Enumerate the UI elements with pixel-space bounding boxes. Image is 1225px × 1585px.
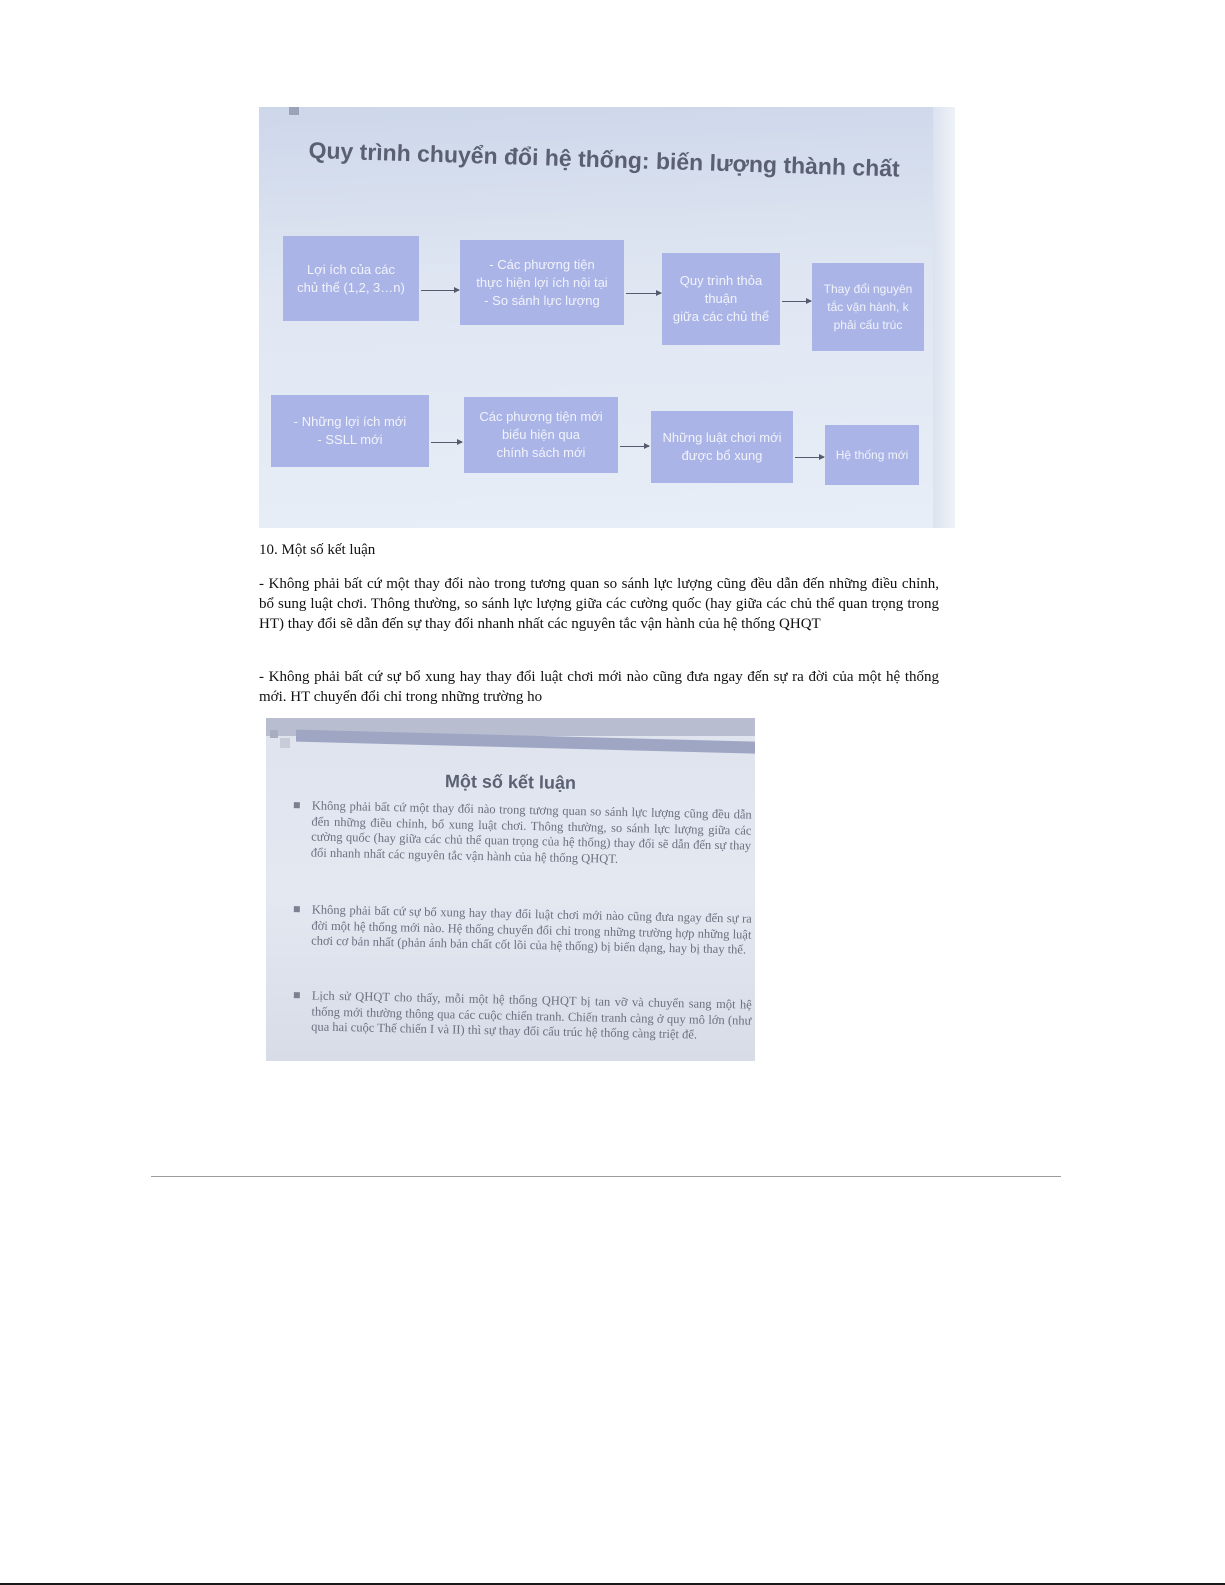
- flow-box-agreement: Quy trình thỏa thuận giữa các chủ thể: [662, 253, 780, 345]
- paragraph-1: - Không phải bất cứ một thay đổi nào trong tương quan so sánh lực lượng cũng đều dẫn đến những điều chỉnh, bổ sung luật chơi. Thông thường, so sánh lực lượng giữa các cường quốc (hay giữa các chủ thể quan trọng trong HT) thay đổi sẽ dẫn đến sự thay đổi nhanh nhất các nguyên tắc vận hành của hệ thống QHQT: [259, 576, 939, 632]
- flow-arrow: [620, 446, 649, 447]
- flow-box-new-means: Các phương tiện mới biểu hiện qua chính sách mới: [464, 397, 618, 473]
- section-heading: 10. Một số kết luận: [259, 542, 376, 558]
- paragraph-2: - Không phải bất cứ sự bổ xung hay thay đổi luật chơi mới nào cũng đưa ngay đến sự ra đời của một hệ thống mới. HT chuyển đổi chỉ trong những trường ho: [259, 669, 939, 705]
- bullet-square-icon: [294, 992, 300, 998]
- flow-arrow: [431, 442, 462, 443]
- slide-corner-mark: [289, 107, 299, 115]
- bullet-text: Không phải bất cứ một thay đổi nào trong tương quan so sánh lực lượng cũng đều dẫn đến những điều chỉnh, bổ xung luật chơi. Thông thường, so sánh lực lượng giữa các cường quốc (hay giữa các chủ thể quan trọng của hệ thống) thay đổi sẽ dẫn đến sự thay đổi nhanh nhất các nguyên tắc vận hành của hệ thống QHQT.: [310, 798, 752, 866]
- flowchart-slide-title: Quy trình chuyển đổi hệ thống: biến lượng thành chất: [308, 137, 901, 182]
- flow-box-new-interests: - Những lợi ích mới - SSLL mới: [271, 395, 429, 467]
- flow-arrow: [421, 290, 459, 291]
- flow-arrow: [782, 301, 811, 302]
- slide-corner-mark: [280, 738, 290, 748]
- flow-box-interests: Lợi ích của các chủ thể (1,2, 3…n): [283, 236, 419, 321]
- flow-arrow: [795, 457, 824, 458]
- flow-box-new-rules: Những luật chơi mới được bổ xung: [651, 411, 793, 483]
- bullet-text: Lịch sử QHQT cho thấy, mỗi một hệ thống QHQT bị tan vỡ và chuyển sang một hệ thống mới thường thông qua các cuộc chiến tranh. Chiến tranh càng ở quy mô lớn (như qua hai cuộc Thế chiến I và II) thì sự thay đổi cấu trúc hệ thống càng triệt để.: [311, 988, 752, 1042]
- flow-arrow: [626, 293, 661, 294]
- bullet-text: Không phải bất cứ sự bổ xung hay thay đổi luật chơi mới nào cũng đưa ngay đến sự ra đời một hệ thống mới nào. Hệ thống chuyển đổi chỉ trong những trường hợp những luật chơi cơ bản nhất (phản ánh bản chất cốt lõi của hệ thống) bị biến dạng, hay bị thay thế.: [311, 902, 752, 957]
- flow-box-change-principles: Thay đổi nguyên tắc vận hành, k phải cấu trúc: [812, 263, 924, 351]
- flow-box-new-system: Hệ thống mới: [825, 425, 919, 485]
- flow-box-means: - Các phương tiện thực hiện lợi ích nội tại - So sánh lực lượng: [460, 240, 624, 325]
- slide-corner-mark: [270, 730, 278, 738]
- conclusion-bullet: [289, 902, 752, 958]
- conclusion-bullet: [289, 798, 752, 870]
- slide-edge: [933, 107, 955, 528]
- conclusion-bullet: [289, 988, 752, 1044]
- bullet-square-icon: [294, 802, 300, 808]
- conclusion-slide-title: Một số kết luận: [444, 771, 577, 793]
- page-separator: [151, 1176, 1061, 1177]
- flowchart-slide-photo: [259, 107, 955, 528]
- bullet-square-icon: [294, 906, 300, 912]
- conclusion-slide-photo: [266, 718, 755, 1061]
